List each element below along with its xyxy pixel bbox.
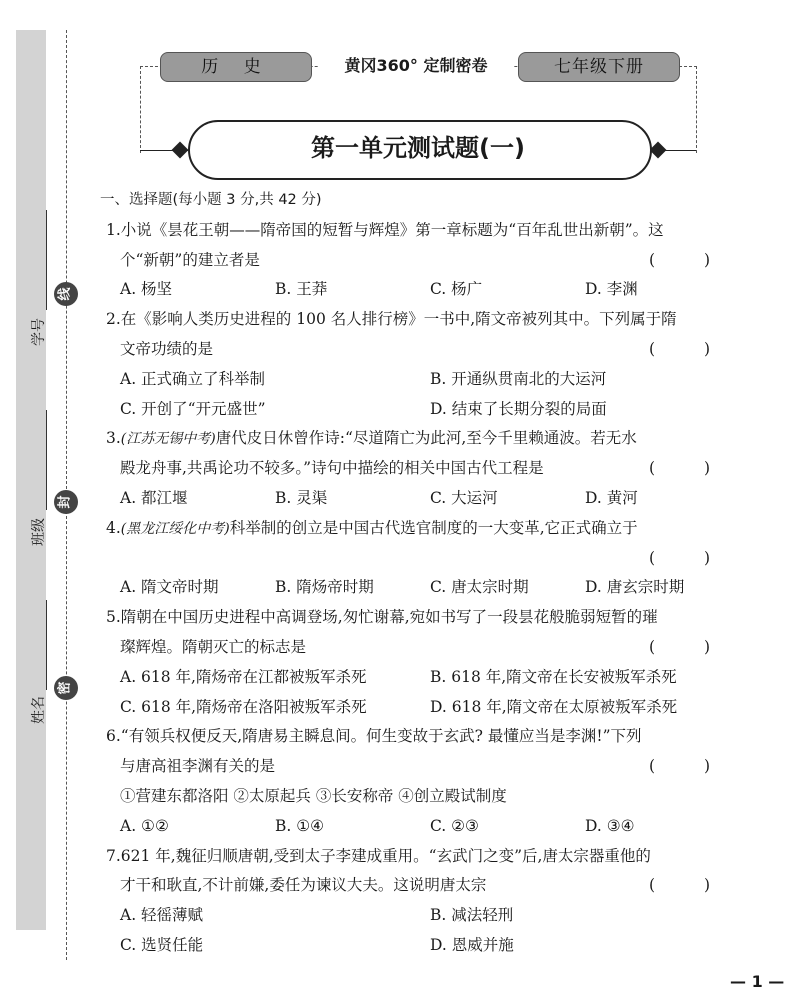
q5-stem-line1: 5.隋朝在中国历史进程中高调登场,匆忙谢幕,宛如书写了一段昙花般脆弱短暂的璀 (106, 608, 658, 627)
q2-option-b[interactable]: B. 开通纵贯南北的大运河 (430, 369, 607, 388)
q4-stem-line1 (100, 514, 740, 544)
q7-option-a[interactable]: A. 轻徭薄赋 (120, 906, 204, 925)
line-mark: 线 (54, 282, 78, 306)
subject-badge: 历 史 (160, 52, 312, 82)
q3-stem-line2 (100, 454, 740, 484)
class-field (18, 410, 47, 570)
q6-option-c[interactable]: C. ②③ (430, 816, 479, 835)
q3-options (100, 484, 740, 514)
grade-badge: 七年级下册 (518, 52, 680, 82)
name-line (46, 600, 47, 690)
q4-option-d[interactable]: D. 唐玄宗时期 (585, 578, 685, 597)
page-number: — 1 — (730, 972, 785, 991)
q3-option-d[interactable]: D. 黄河 (585, 488, 638, 507)
q6-stem-text: 与唐高祖李渊有关的是 (120, 757, 276, 776)
q6-stem-line1: 6.“有领兵权便反天,隋唐易主瞬息间。何生变故于玄武? 最懂应当是李渊!”下列 (106, 727, 642, 746)
q7-option-d[interactable]: D. 恩威并施 (430, 935, 514, 954)
q2-options-row1 (100, 365, 740, 395)
q7-stem-text: 才干和耿直,不计前嫌,委任为谏议大夫。这说明唐太宗 (120, 876, 487, 895)
q5-option-c[interactable]: C. 618 年,隋炀帝在洛阳被叛军杀死 (120, 697, 367, 716)
q7-options-row2 (100, 931, 740, 961)
q5-option-d[interactable]: D. 618 年,隋文帝在太原被叛军杀死 (430, 697, 678, 716)
q1-stem-text: 个“新朝”的建立者是 (120, 250, 260, 269)
student-id-line (46, 210, 47, 310)
q7-options-row1 (100, 901, 740, 931)
q3-option-a[interactable]: A. 都江堰 (120, 488, 188, 507)
q2-options-row2 (100, 395, 740, 425)
q4-number: 4. (106, 518, 121, 537)
q4-source: (黑龙江绥化中考) (120, 520, 230, 537)
q1-answer-blank[interactable]: ( ) (648, 250, 732, 269)
name-field (18, 600, 47, 760)
q3-stem-text: 唐代皮日休曾作诗:“尽道隋亡为此河,至今千里赖通波。若无水 (215, 429, 637, 448)
q3-stem-line1 (100, 424, 740, 454)
q6-option-a[interactable]: A. ①② (120, 816, 169, 835)
q1-option-c[interactable]: C. 杨广 (430, 280, 483, 299)
q3-source: (江苏无锡中考) (120, 431, 216, 448)
q2-option-d[interactable]: D. 结束了长期分裂的局面 (430, 399, 607, 418)
q1-options (100, 275, 740, 305)
q5-stem-text: 璨辉煌。隋朝灭亡的标志是 (120, 637, 307, 656)
q5-options-row2 (100, 693, 740, 723)
q3-option-b[interactable]: B. 灵渠 (275, 488, 328, 507)
q6-stem-line2 (100, 752, 740, 782)
q4-option-c[interactable]: C. 唐太宗时期 (430, 578, 529, 597)
q7-answer-blank[interactable]: ( ) (648, 876, 732, 895)
q5-option-b[interactable]: B. 618 年,隋文帝在长安被叛军杀死 (430, 667, 677, 686)
q2-stem-line1: 2.在《影响人类历史进程的 100 名人排行榜》一书中,隋文帝被列其中。下列属于隋 (106, 310, 677, 329)
q6-options (100, 812, 740, 842)
q6-option-d[interactable]: D. ③④ (585, 816, 635, 835)
q3-stem-text2: 殿龙舟事,共禹论功不较多。”诗句中描绘的相关中国古代工程是 (120, 459, 544, 478)
q6-items: ①营建东都洛阳 ②太原起兵 ③长安称帝 ④创立殿试制度 (120, 786, 507, 805)
q4-option-a[interactable]: A. 隋文帝时期 (120, 578, 219, 597)
q5-options-row1 (100, 663, 740, 693)
student-id-label: 学号 (31, 318, 47, 346)
q3-number: 3. (106, 429, 121, 448)
q6-option-b[interactable]: B. ①④ (275, 816, 325, 835)
section-heading: 一、选择题(每小题 3 分,共 42 分) (100, 192, 322, 208)
q7-stem-line2 (100, 871, 740, 901)
q4-stem-text: 科举制的创立是中国古代选官制度的一大变革,它正式确立于 (229, 518, 638, 537)
secret-mark: 密 (54, 676, 78, 700)
q5-answer-blank[interactable]: ( ) (648, 637, 732, 656)
q7-option-c[interactable]: C. 选贤任能 (120, 935, 204, 954)
q1-option-b[interactable]: B. 王莽 (275, 280, 328, 299)
q4-option-b[interactable]: B. 隋炀帝时期 (275, 578, 374, 597)
q1-option-d[interactable]: D. 李渊 (585, 280, 638, 299)
q2-stem-line2 (100, 335, 740, 365)
q5-option-a[interactable]: A. 618 年,隋炀帝在江都被叛军杀死 (120, 667, 367, 686)
q3-answer-blank[interactable]: ( ) (648, 459, 732, 478)
q4-options (100, 573, 740, 603)
class-line (46, 410, 47, 510)
question-list (100, 186, 740, 961)
q1-stem-line2 (100, 246, 740, 276)
q2-option-c[interactable]: C. 开创了“开元盛世” (120, 399, 266, 418)
q5-stem-line2 (100, 633, 740, 663)
series-name: 黄冈360° 定制密卷 (318, 52, 514, 80)
q2-option-a[interactable]: A. 正式确立了科举制 (120, 369, 266, 388)
q1-option-a[interactable]: A. 杨坚 (120, 280, 173, 299)
name-label: 姓名 (31, 696, 47, 724)
q4-blank-line (100, 544, 740, 574)
q4-answer-blank[interactable]: ( ) (648, 548, 732, 567)
q1-stem-line1: 1.小说《昙花王朝——隋帝国的短暂与辉煌》第一章标题为“百年乱世出新朝”。这 (106, 220, 664, 239)
q7-option-b[interactable]: B. 减法轻刑 (430, 906, 514, 925)
page-title: 第一单元测试题(一) (311, 134, 525, 162)
student-id-field (18, 210, 47, 370)
class-label: 班级 (31, 518, 47, 546)
q6-answer-blank[interactable]: ( ) (648, 757, 732, 776)
seal-mark: 封 (54, 490, 78, 514)
q3-option-c[interactable]: C. 大运河 (430, 488, 498, 507)
q2-stem-text: 文帝功绩的是 (120, 339, 214, 358)
q2-answer-blank[interactable]: ( ) (648, 339, 732, 358)
q7-stem-line1: 7.621 年,魏征归顺唐朝,受到太子李建成重用。“玄武门之变”后,唐太宗器重他的 (106, 846, 651, 865)
